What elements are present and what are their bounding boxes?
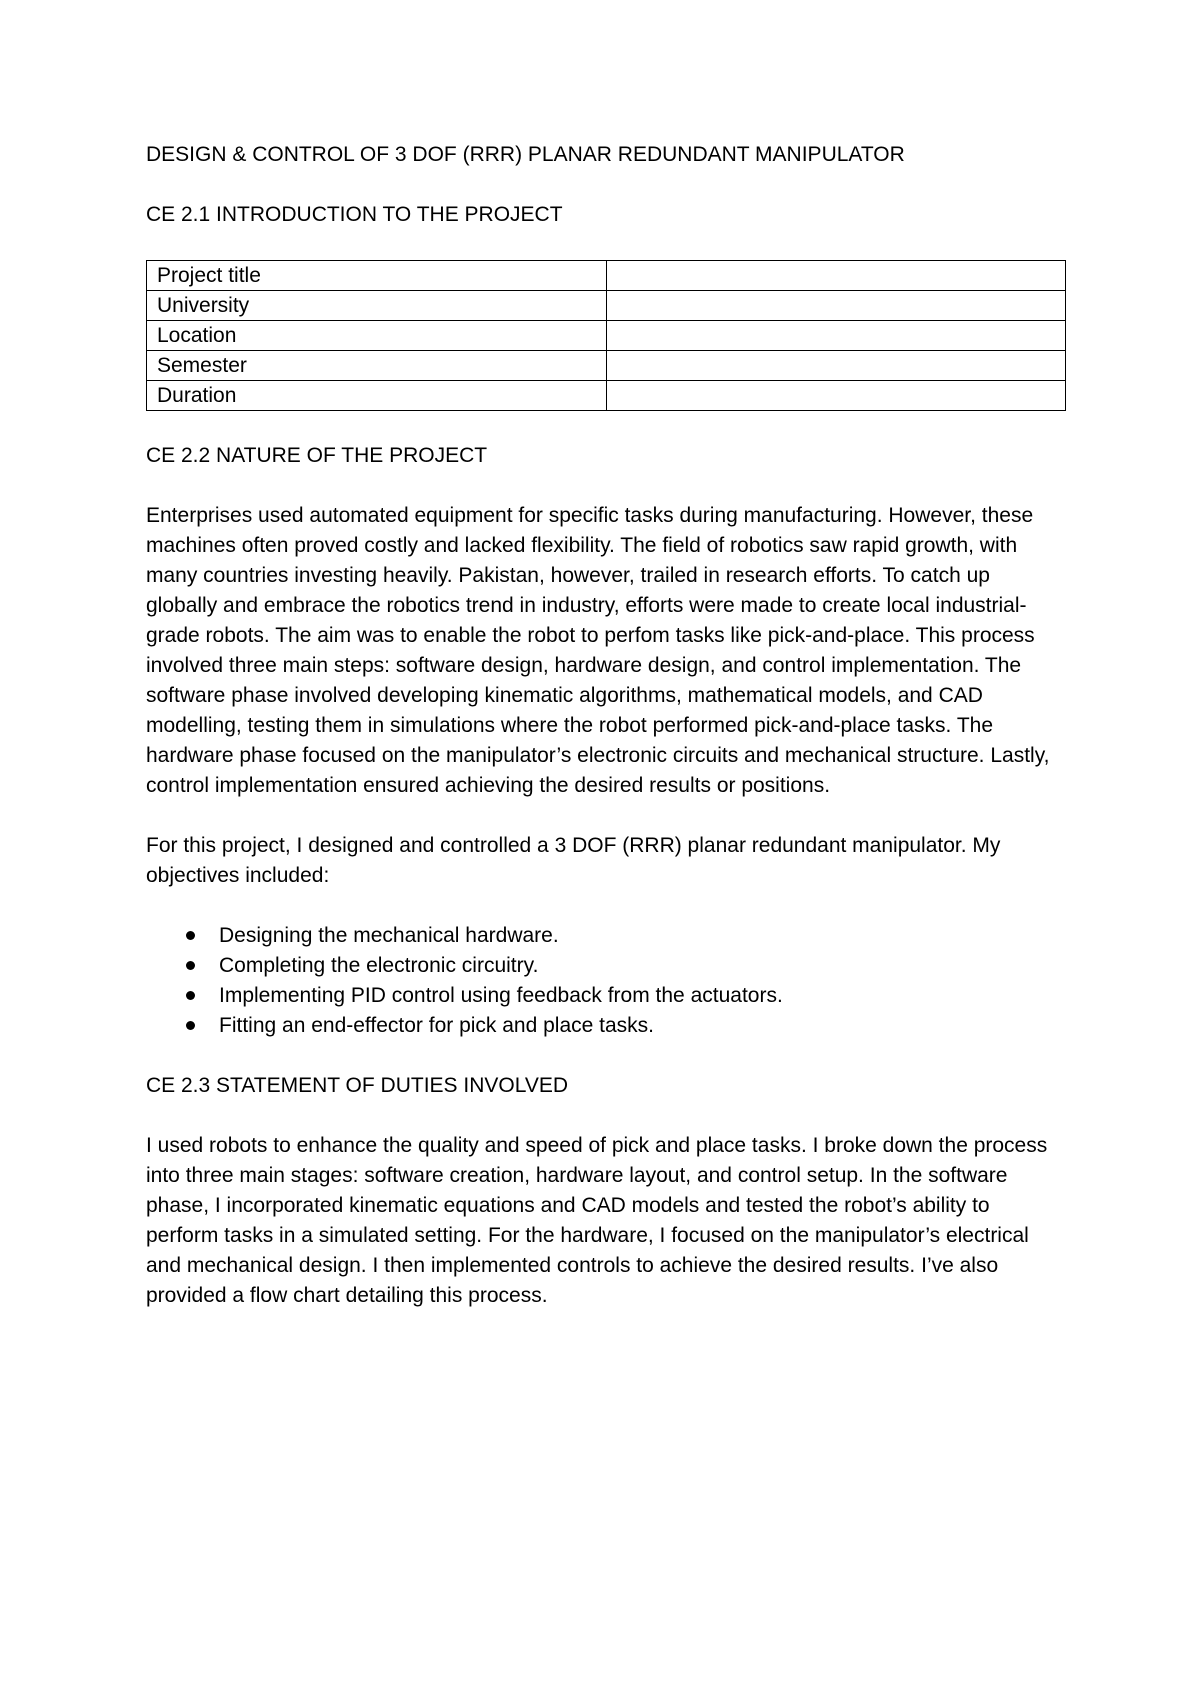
objective-text: Fitting an end-effector for pick and place tasks.: [219, 1014, 655, 1037]
objective-text: Designing the mechanical hardware.: [219, 924, 559, 947]
row-value-location: [606, 321, 1066, 351]
list-item: [146, 981, 1066, 1011]
list-item: [146, 921, 1066, 951]
row-label-location: Location: [147, 321, 607, 351]
row-value-university: [606, 291, 1066, 321]
nature-paragraph: Enterprises used automated equipment for specific tasks during manufacturing. However, these machines often proved costly and lacked flexibility. The field of robotics saw rapid growth, with many countries investing heavily. Pakistan, however, trailed in research efforts. To catch up globally and embrace the robotics trend in industry, efforts were made to create local industrial-grade robots. The aim was to enable the robot to perfom tasks like pick-and-place. This process involved three main steps: software design, hardware design, and control implementation. The software phase involved developing kinematic algorithms, mathematical models, and CAD modelling, testing them in simulations where the robot performed pick-and-place tasks. The hardware phase focused on the manipulator’s electronic circuits and mechanical structure. Lastly, control implementation ensured achieving the desired results or positions.: [146, 504, 1050, 797]
document-title: DESIGN & CONTROL OF 3 DOF (RRR) PLANAR REDUNDANT MANIPULATOR: [146, 143, 905, 166]
duties-paragraph: I used robots to enhance the quality and speed of pick and place tasks. I broke down the process into three main stages: software creation, hardware layout, and control setup. In the software phase, I incorporated kinematic equations and CAD models and tested the robot’s ability to perform tasks in a simulated setting. For the hardware, I focused on the manipulator’s electrical and mechanical design. I then implemented controls to achieve the desired results. I’ve also provided a flow chart detailing this process.: [146, 1134, 1048, 1307]
bullet-icon: [186, 1021, 195, 1030]
list-item: [146, 951, 1066, 981]
objective-text: Completing the electronic circuitry.: [219, 954, 539, 977]
row-label-semester: Semester: [147, 351, 607, 381]
row-value-semester: [606, 351, 1066, 381]
row-label-university: University: [147, 291, 607, 321]
table-row: [147, 351, 1066, 381]
row-label-duration: Duration: [147, 381, 607, 411]
section-heading-duties: CE 2.3 STATEMENT OF DUTIES INVOLVED: [146, 1074, 569, 1097]
row-value-project-title: [606, 261, 1066, 291]
bullet-icon: [186, 991, 195, 1000]
document-page: [146, 140, 1066, 1341]
table-row: [147, 381, 1066, 411]
project-info-table: [146, 260, 1066, 411]
table-row: [147, 261, 1066, 291]
row-label-project-title: Project title: [147, 261, 607, 291]
section-heading-introduction: CE 2.1 INTRODUCTION TO THE PROJECT: [146, 203, 563, 226]
section-heading-nature: CE 2.2 NATURE OF THE PROJECT: [146, 444, 488, 467]
objectives-intro-paragraph: For this project, I designed and controlled a 3 DOF (RRR) planar redundant manipulator. My objectives included:: [146, 834, 1001, 887]
table-row: [147, 321, 1066, 351]
table-row: [147, 291, 1066, 321]
row-value-duration: [606, 381, 1066, 411]
bullet-icon: [186, 961, 195, 970]
list-item: [146, 1011, 1066, 1041]
objectives-list: [146, 921, 1066, 1041]
bullet-icon: [186, 931, 195, 940]
objective-text: Implementing PID control using feedback from the actuators.: [219, 984, 783, 1007]
